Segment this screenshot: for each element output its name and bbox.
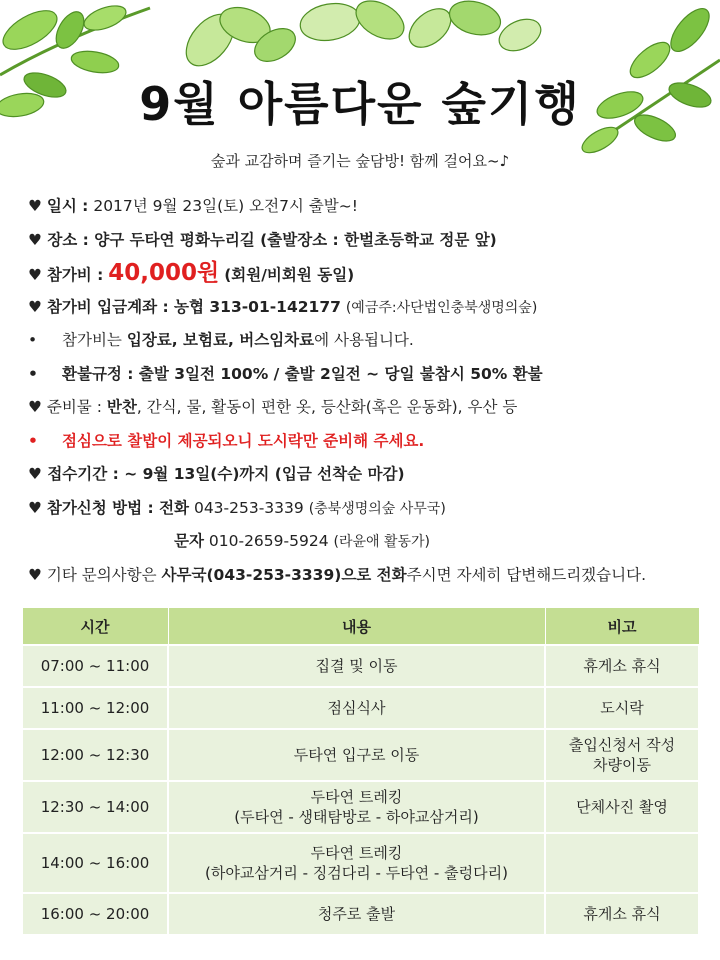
info-date: ♥ 일시 : 2017년 9월 23일(토) 오전7시 출발~!	[28, 197, 358, 215]
heart-icon: ♥	[28, 565, 42, 584]
heart-icon: ♥	[28, 197, 42, 215]
table-row: 12:30 ~ 14:00 두타연 트레킹 (두타연 - 생태탐방로 - 하야교삼거리) 단체사진 촬영	[22, 781, 699, 833]
heart-icon: ♥	[28, 297, 42, 316]
info-usage: • 참가비는 입장료, 보험료, 버스임차료에 사용됩니다.	[28, 324, 708, 358]
info-contact: ♥ 기타 문의사항은 사무국(043-253-3339)으로 전화주시면 자세히 답변해드리겠습니다.	[28, 565, 647, 584]
info-refund: • 환불규정 : 출발 3일전 100% / 출발 2일전 ~ 당일 불참시 50% 환불	[28, 358, 708, 392]
table-header-row	[22, 608, 699, 646]
heart-icon: ♥	[28, 398, 42, 416]
table-row: 16:00 ~ 20:00 청주로 출발 휴게소 휴식	[22, 893, 699, 935]
table-row: 14:00 ~ 16:00 두타연 트레킹 (하야교삼거리 - 징검다리 - 두타연 - 출렁다리)	[22, 833, 699, 893]
bullet-icon: •	[28, 431, 38, 450]
bullet-icon: •	[28, 364, 38, 383]
info-apply-sms: 문자 010-2659-5924 (라윤애 활동가)	[174, 532, 431, 550]
heart-icon: ♥	[28, 230, 42, 249]
header-content: 내용	[168, 608, 545, 646]
event-info	[28, 190, 708, 592]
fee-amount: 40,000원	[108, 260, 220, 286]
table-row: 12:00 ~ 12:30 두타연 입구로 이동 출입신청서 작성 차량이동	[22, 729, 699, 781]
heart-icon: ♥	[28, 266, 42, 284]
page-title: 9월 아름다운 숲기행	[139, 77, 581, 131]
info-supplies: ♥ 준비물 : 반찬, 간식, 물, 활동이 편한 옷, 등산화(혹은 운동화), 우산 등	[28, 398, 518, 416]
info-fee: ♥ 참가비 : 40,000원 (회원/비회원 동일)	[28, 260, 355, 286]
header-time: 시간	[22, 608, 168, 646]
bullet-icon: •	[28, 331, 38, 349]
heart-icon: ♥	[28, 465, 42, 483]
info-account: ♥ 참가비 입금계좌 : 농협 313-01-142177 (예금주:사단법인충북생명의숲)	[28, 297, 538, 316]
page-subtitle: 숲과 교감하며 즐기는 숲담방! 함께 걸어요~♪	[210, 152, 510, 170]
header-note: 비고	[545, 608, 699, 646]
info-apply: ♥ 참가신청 방법 : 전화 043-253-3339 (충북생명의숲 사무국)	[28, 498, 446, 517]
info-lunch: • 점심으로 찰밥이 제공되오니 도시락만 준비해 주세요.	[28, 425, 708, 459]
heart-icon: ♥	[28, 498, 42, 517]
table-row: 07:00 ~ 11:00 집결 및 이동 휴게소 휴식	[22, 645, 699, 687]
info-place: ♥ 장소 : 양구 두타연 평화누리길 (출발장소 : 한벌초등학교 정문 앞)	[28, 230, 497, 249]
table-row: 11:00 ~ 12:00 점심식사 도시락	[22, 687, 699, 729]
info-period: ♥ 접수기간 : ~ 9월 13일(수)까지 (입금 선착순 마감)	[28, 465, 405, 483]
schedule-table	[21, 607, 700, 936]
